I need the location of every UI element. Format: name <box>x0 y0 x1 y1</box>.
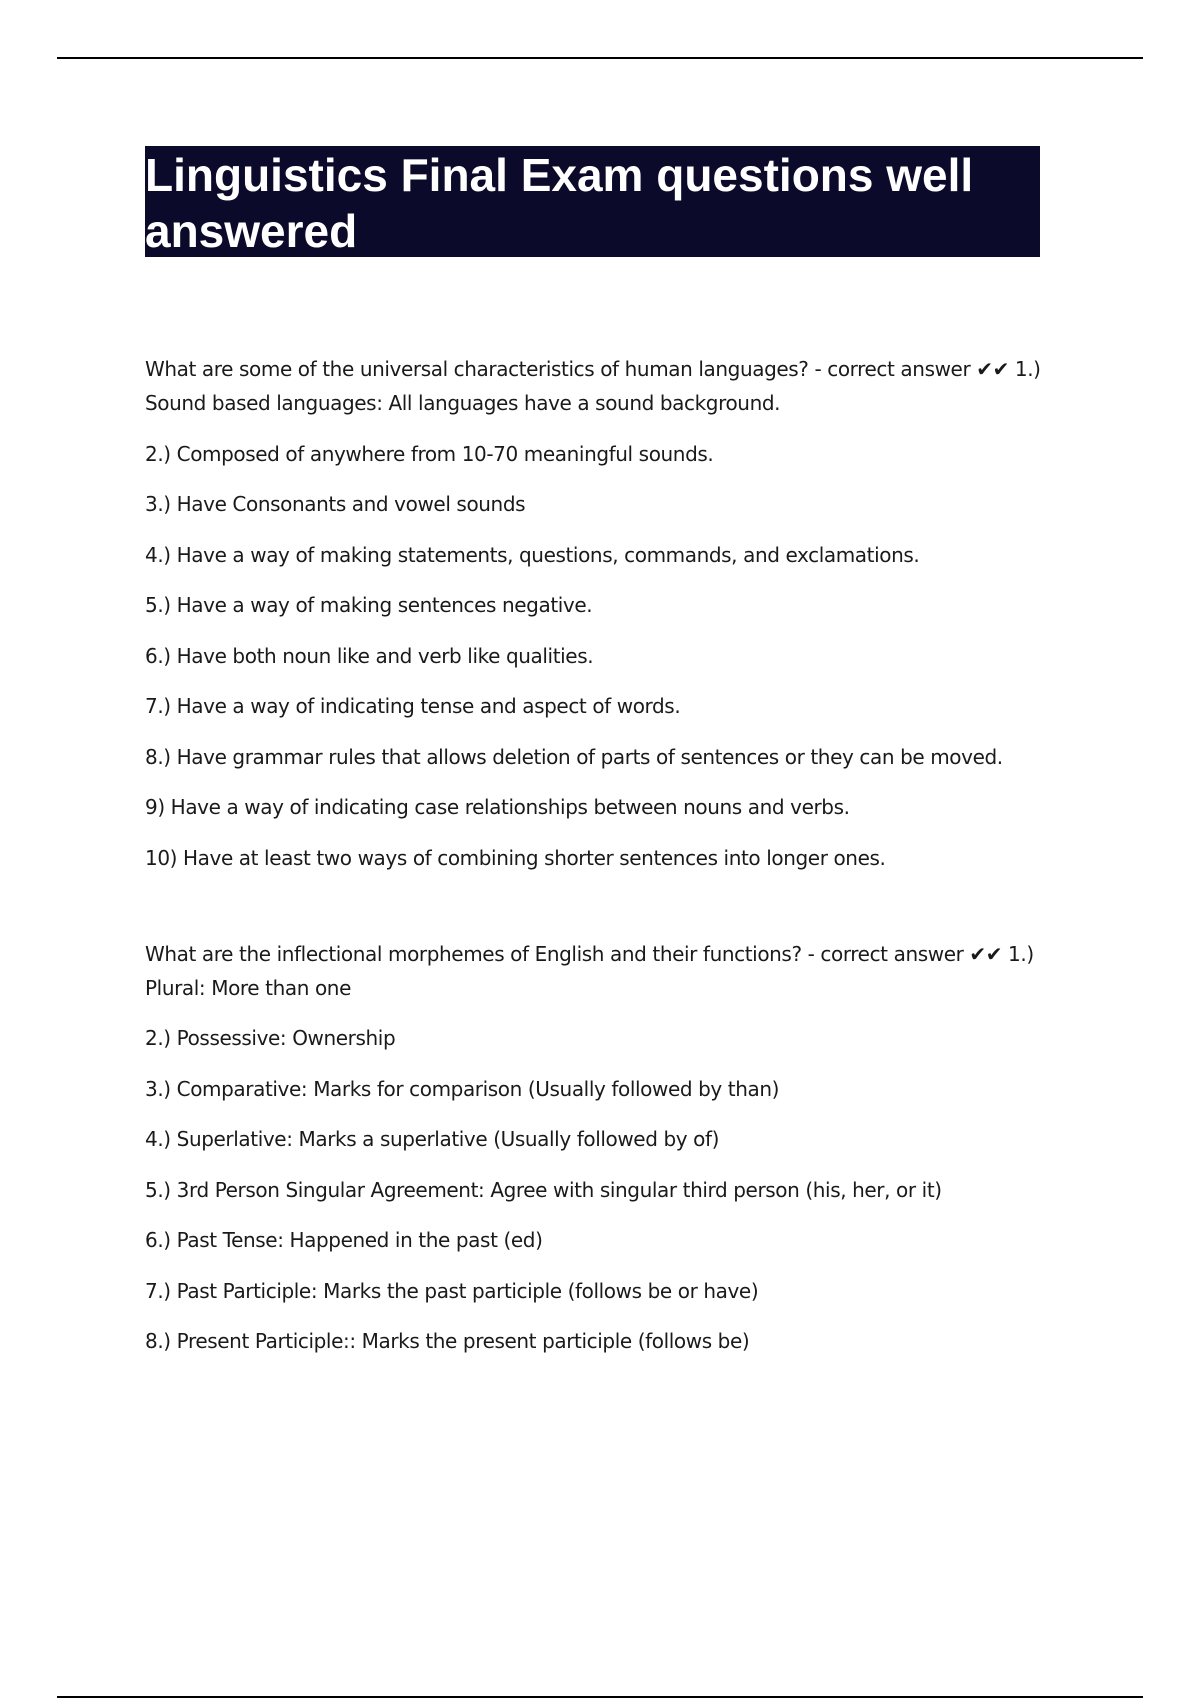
qa-section-inflectional-morphemes <box>145 937 1065 1359</box>
header-rule <box>57 57 1143 59</box>
answer-item: 2.) Possessive: Ownership <box>145 1026 396 1050</box>
answer-item: 9) Have a way of indicating case relationships between nouns and verbs. <box>145 795 850 819</box>
document-body <box>145 352 1065 1358</box>
answer-item: 5.) 3rd Person Singular Agreement: Agree with singular third person (his, her, or it) <box>145 1177 942 1202</box>
question-paragraph: What are the inflectional morphemes of English and their functions? - correct answer ✔✔ 1.) Plural: More than one <box>145 941 1034 1000</box>
document-title: Linguistics Final Exam questions well answered <box>145 149 974 257</box>
answer-item: 4.) Superlative: Marks a superlative (Usually followed by of) <box>145 1127 720 1151</box>
answer-item: 7.) Past Participle: Marks the past participle (follows be or have) <box>145 1278 759 1303</box>
answer-item: 6.) Have both noun like and verb like qualities. <box>145 643 594 668</box>
answer-item: 8.) Have grammar rules that allows deletion of parts of sentences or they can be moved. <box>145 744 1003 769</box>
answer-item: 3.) Comparative: Marks for comparison (Usually followed by than) <box>145 1076 780 1101</box>
answer-item: 8.) Present Participle:: Marks the present participle (follows be) <box>145 1329 750 1353</box>
title-banner <box>145 146 1040 257</box>
answer-item: 6.) Past Tense: Happened in the past (ed) <box>145 1228 543 1252</box>
footer-rule <box>57 1696 1143 1698</box>
answer-item: 5.) Have a way of making sentences negative. <box>145 593 593 617</box>
answer-item: 10) Have at least two ways of combining shorter sentences into longer ones. <box>145 845 886 870</box>
answer-item: 3.) Have Consonants and vowel sounds <box>145 492 526 516</box>
question-paragraph: What are some of the universal characteristics of human languages? - correct answer ✔✔ 1.) Sound based languages: All languages have a sound background. <box>145 357 1041 415</box>
answer-item: 4.) Have a way of making statements, questions, commands, and exclamations. <box>145 542 920 567</box>
qa-section-universal-characteristics <box>145 352 1065 875</box>
answer-item: 7.) Have a way of indicating tense and aspect of words. <box>145 694 681 718</box>
answer-item: 2.) Composed of anywhere from 10-70 meaningful sounds. <box>145 441 714 466</box>
